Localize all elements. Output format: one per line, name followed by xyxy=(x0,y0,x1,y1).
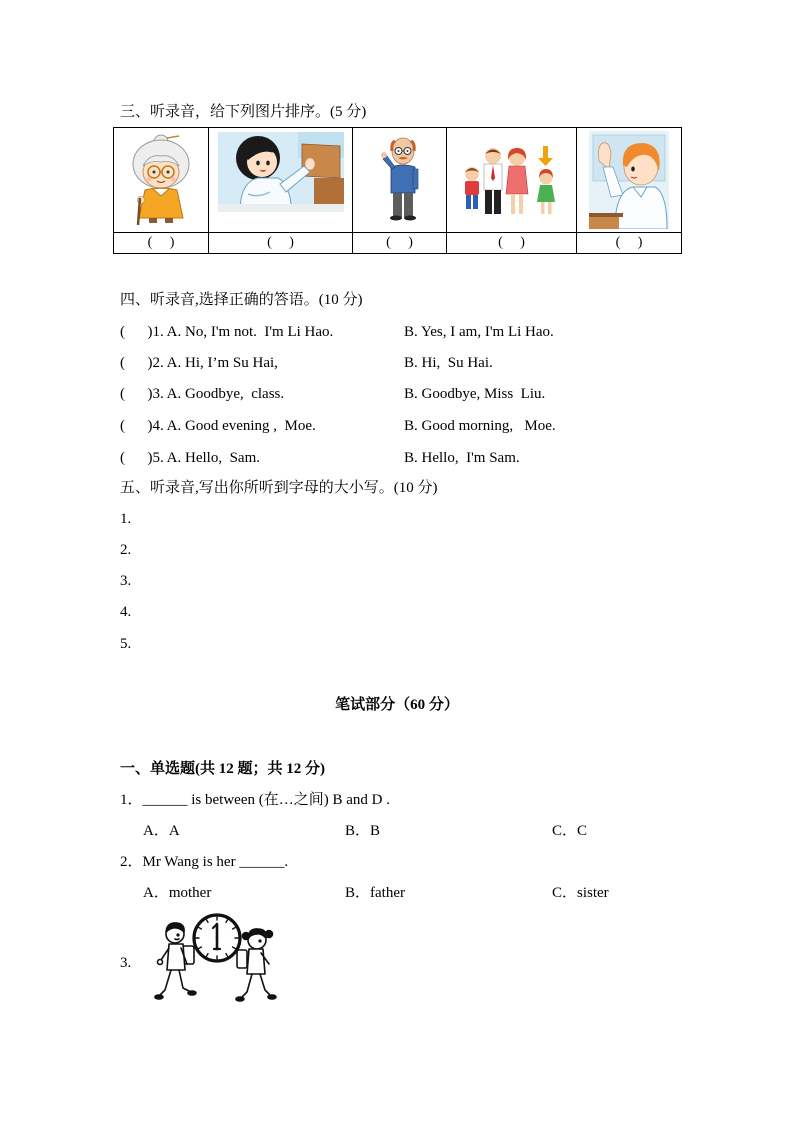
question-choice-b: B. Goodbye, Miss Liu. xyxy=(404,386,546,402)
question-2-option-a: A．mother xyxy=(143,885,212,901)
question-1-option-a: A．A xyxy=(143,823,180,839)
question-choice-a: ( )2. A. Hi, I’m Su Hai, xyxy=(120,355,278,371)
answer-blank-3: ( ) xyxy=(353,233,447,254)
picture-cell-5 xyxy=(577,128,682,233)
question-2-option-b: B．father xyxy=(345,885,405,901)
picture-cell-1 xyxy=(114,128,209,233)
walking-boy xyxy=(155,923,196,999)
answer-blank-5: ( ) xyxy=(577,233,682,254)
section5-heading: 五、听录音,写出你所听到字母的大小写。(10 分) xyxy=(120,480,438,496)
question-choice-b: B. Good morning, Moe. xyxy=(404,418,556,434)
section4-heading: 四、听录音,选择正确的答语。(10 分) xyxy=(120,292,363,308)
question-2-stem: 2．Mr Wang is her ______. xyxy=(120,854,289,870)
children-and-clock-illustration xyxy=(153,912,277,1004)
letter-item-number: 2. xyxy=(120,542,132,558)
grandfather-illustration xyxy=(377,137,423,223)
answer-blank-4: ( ) xyxy=(447,233,577,254)
picture-cell-4 xyxy=(447,128,577,233)
picture-cell-2 xyxy=(209,128,353,233)
family-girl xyxy=(537,169,555,214)
question-1-option-b: B．B xyxy=(345,823,381,839)
letter-item-number: 4. xyxy=(120,604,132,620)
question-choice-a: ( )5. A. Hello, Sam. xyxy=(120,450,260,466)
family-father xyxy=(484,148,502,214)
down-arrow-icon xyxy=(538,146,553,166)
question-choice-a: ( )1. A. No, I'm not. I'm Li Hao. xyxy=(120,324,334,340)
question-3-stem: 3. xyxy=(120,955,132,971)
question-1-option-c: C．C xyxy=(552,823,588,839)
answer-blank-2: ( ) xyxy=(209,233,353,254)
question-2-option-c: C．sister xyxy=(552,885,609,901)
question-choice-a: ( )4. A. Good evening , Moe. xyxy=(120,418,316,434)
letter-item-number: 1. xyxy=(120,511,132,527)
clock-icon xyxy=(194,915,240,961)
question-choice-b: B. Hi, Su Hai. xyxy=(404,355,493,371)
walking-girl xyxy=(236,929,276,1001)
single-choice-heading: 一、单选题(共 12 题；共 12 分) xyxy=(120,761,325,777)
answer-row xyxy=(114,233,682,254)
family-boy xyxy=(465,167,479,209)
grandmother-illustration xyxy=(127,134,195,226)
picture-row xyxy=(114,128,682,233)
boy-waving-illustration xyxy=(589,131,669,229)
answer-blank-1: ( ) xyxy=(114,233,209,254)
question-1-stem: 1．______ is between (在…之间) B and D . xyxy=(120,792,390,808)
girl-raising-hand-illustration xyxy=(218,132,344,212)
family-illustration xyxy=(460,144,564,216)
family-mother xyxy=(506,148,528,214)
question-choice-b: B. Hello, I'm Sam. xyxy=(404,450,520,466)
written-part-title: 笔试部分（60 分） xyxy=(335,697,459,713)
question-choice-a: ( )3. A. Goodbye, class. xyxy=(120,386,285,402)
picture-ordering-table xyxy=(113,127,682,254)
picture-cell-3 xyxy=(353,128,447,233)
question-choice-b: B. Yes, I am, I'm Li Hao. xyxy=(404,324,554,340)
letter-item-number: 3. xyxy=(120,573,132,589)
letter-item-number: 5. xyxy=(120,636,132,652)
section3-heading: 三、听录音，给下列图片排序。(5 分) xyxy=(120,104,367,120)
